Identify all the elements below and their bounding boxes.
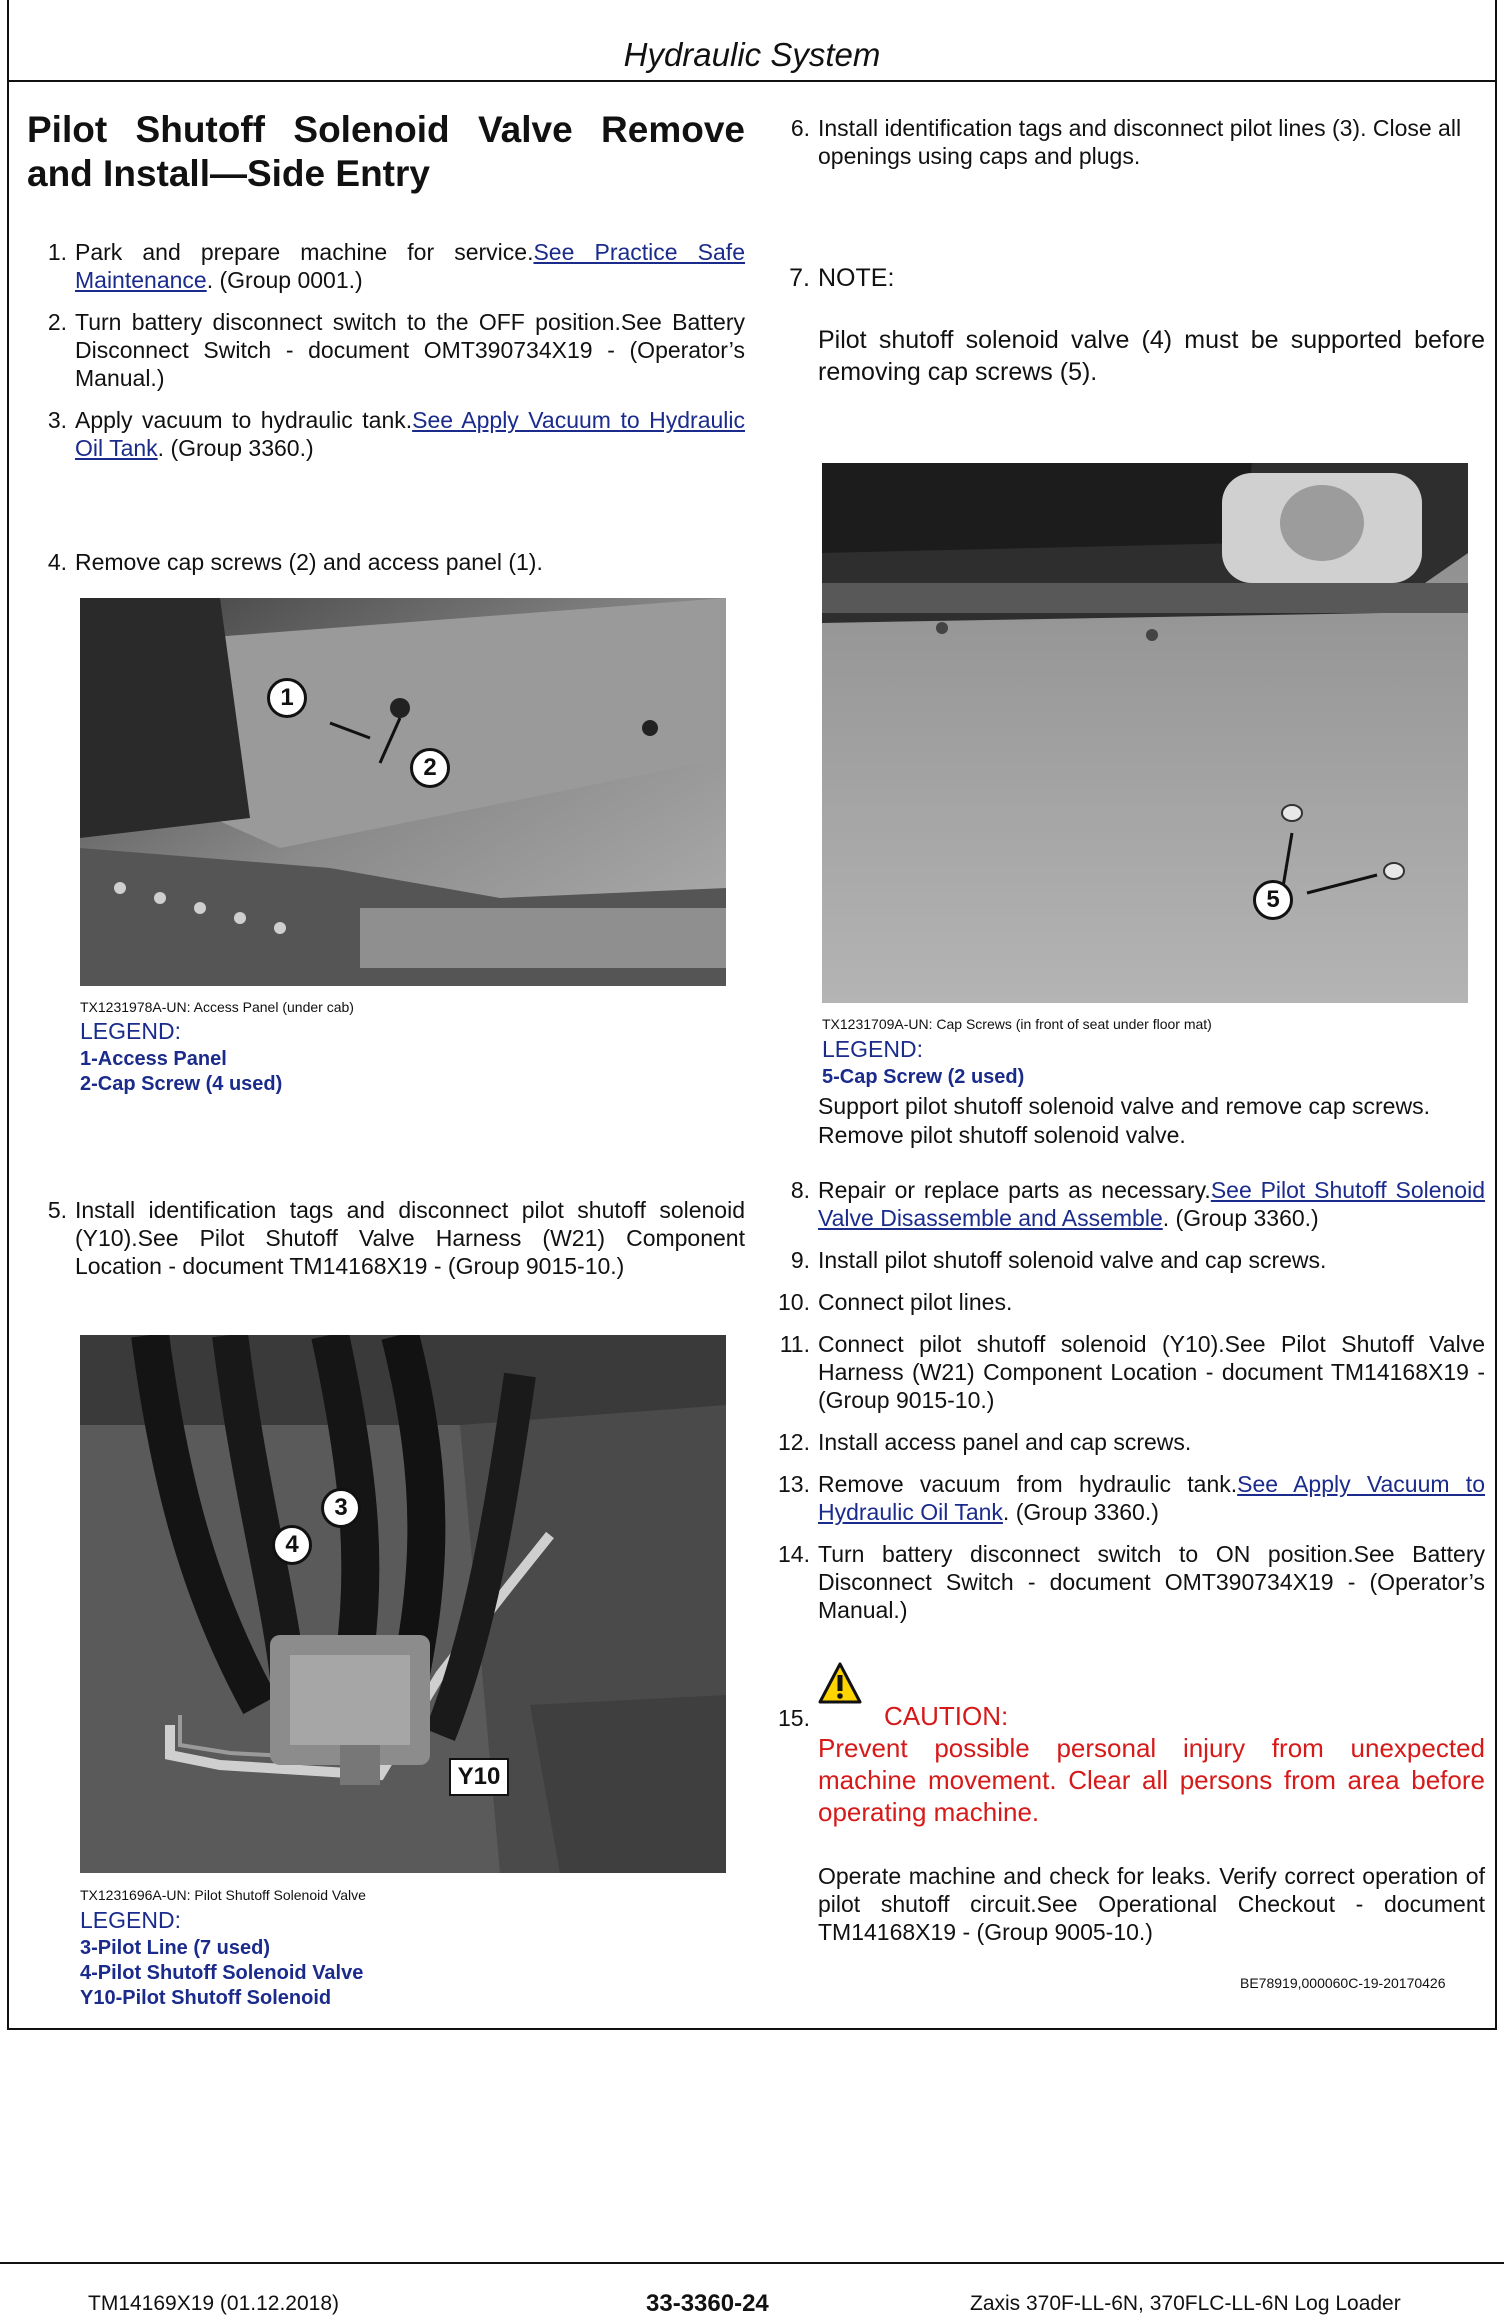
step-number: 13. [778,1471,810,1497]
note-label: NOTE: [818,264,895,292]
step-number: 12. [778,1429,810,1455]
step-number: 10. [778,1289,810,1315]
document-reference: BE78919,000060C-19-20170426 [1240,1975,1446,1991]
callout-2: 2 [410,748,450,788]
photo-cap-screws-floor [822,463,1468,1003]
step-text: Remove cap screws (2) and access panel (1). [75,549,543,575]
procedure-title-line2: and Install—Side Entry [27,153,430,194]
caution-label: CAUTION: [884,1701,1009,1731]
figure-note-1: Support pilot shutoff solenoid valve and remove cap screws. [818,1093,1430,1119]
step-text: Connect pilot shutoff solenoid (Y10).See Pilot Shutoff Valve Harness (W21) Component Location - document TM14168X19 - (Group 9015-10.) [818,1331,1485,1413]
link-apply-vacuum-2[interactable]: See Apply Vacuum to Hydraulic Oil Tank [818,1471,1485,1525]
callout-3: 3 [321,1488,361,1528]
step-number: 1. [47,239,67,265]
figure-caption: TX1231696A-UN: Pilot Shutoff Solenoid Valve [80,1887,366,1903]
legend-item: 1-Access Panel [80,1048,227,1070]
caution-text: Prevent possible personal injury from unexpected machine movement. Clear all persons from area before operating machine. [818,1733,1485,1827]
note-text: Pilot shutoff solenoid valve (4) must be supported before removing cap screws (5). [818,326,1485,386]
callout-y10: Y10 [449,1758,509,1796]
figure-note-2: Remove pilot shutoff solenoid valve. [818,1122,1186,1148]
procedure-title [27,108,745,196]
procedure-title-line1: Pilot Shutoff Solenoid Valve Remove [27,109,745,150]
photo-pilot-shutoff-valve [80,1335,726,1873]
step-number: 11. [779,1331,810,1357]
step-text: Park and prepare machine for service. [75,239,534,265]
legend-title: LEGEND: [80,1018,181,1044]
step-15-text: Operate machine and check for leaks. Verify correct operation of pilot shutoff circuit.See Operational Checkout - document TM14168X19 - (Group 9005-10.) [818,1863,1485,1945]
footer-machine-model: Zaxis 370F-LL-6N, 370FLC-LL-6N Log Loader [970,2292,1401,2315]
legend-item: 2-Cap Screw (4 used) [80,1073,283,1095]
figure-caption: TX1231709A-UN: Cap Screws (in front of seat under floor mat) [822,1016,1212,1032]
footer-page-number: 33-3360-24 [646,2290,769,2317]
page-footer [0,2262,1504,2322]
section-title: Hydraulic System [623,36,881,73]
step-text: Remove vacuum from hydraulic tank. [818,1471,1238,1497]
step-text-after: . (Group 3360.) [1002,1499,1159,1525]
step-number: 8. [790,1177,810,1203]
photo-access-panel [80,598,726,986]
step-text: Install access panel and cap screws. [818,1429,1192,1455]
step-number: 14. [778,1541,810,1567]
callout-4: 4 [272,1525,312,1565]
step-text: Install identification tags and disconnect pilot lines (3). Close all openings using caps and plugs. [818,115,1462,169]
legend-item: Y10-Pilot Shutoff Solenoid [80,1987,332,2009]
step-text-after: . (Group 0001.) [206,267,363,293]
legend-title: LEGEND: [80,1907,181,1933]
step-number: 2. [47,309,67,335]
link-solenoid-disassemble[interactable]: See Pilot Shutoff Solenoid Valve Disassemble and Assemble [818,1177,1486,1231]
callout-1: 1 [267,678,307,718]
step-number: 6. [790,115,810,141]
step-number: 4. [47,549,67,575]
step-text: Connect pilot lines. [818,1289,1013,1315]
section-header [7,0,1497,82]
step-number: 3. [47,407,67,433]
footer-doc-id: TM14169X19 (01.12.2018) [88,2292,340,2315]
step-text: Apply vacuum to hydraulic tank. [75,407,413,433]
callout-5: 5 [1253,880,1293,920]
step-text: Install identification tags and disconnect pilot shutoff solenoid (Y10).See Pilot Shutoff Valve Harness (W21) Component Location - document TM14168X19 - (Group 9015-10.) [75,1197,745,1279]
step-number: 15. [778,1705,810,1731]
step-text-after: . (Group 3360.) [1162,1205,1319,1231]
step-text: Turn battery disconnect switch to the OFF position.See Battery Disconnect Switch - document OMT390734X19 - (Operator’s Manual.) [75,309,745,391]
legend-item: 3-Pilot Line (7 used) [80,1937,271,1959]
step-number: 7. [789,264,810,292]
step-text: Turn battery disconnect switch to ON position.See Battery Disconnect Switch - document OMT390734X19 - (Operator’s Manual.) [818,1541,1485,1623]
link-practice-safe-maintenance[interactable]: See Practice Safe Maintenance [75,239,745,293]
figure-caption: TX1231978A-UN: Access Panel (under cab) [80,999,354,1015]
legend-item: 4-Pilot Shutoff Solenoid Valve [80,1962,364,1984]
legend-title: LEGEND: [822,1036,923,1062]
link-apply-vacuum[interactable]: See Apply Vacuum to Hydraulic Oil Tank [75,407,745,461]
caution-icon [818,1662,862,1706]
step-text-after: . (Group 3360.) [157,435,314,461]
step-number: 5. [47,1197,67,1223]
step-text: Install pilot shutoff solenoid valve and cap screws. [818,1247,1327,1273]
step-number: 9. [790,1247,810,1273]
legend-item: 5-Cap Screw (2 used) [822,1066,1025,1088]
step-text: Repair or replace parts as necessary. [818,1177,1211,1203]
